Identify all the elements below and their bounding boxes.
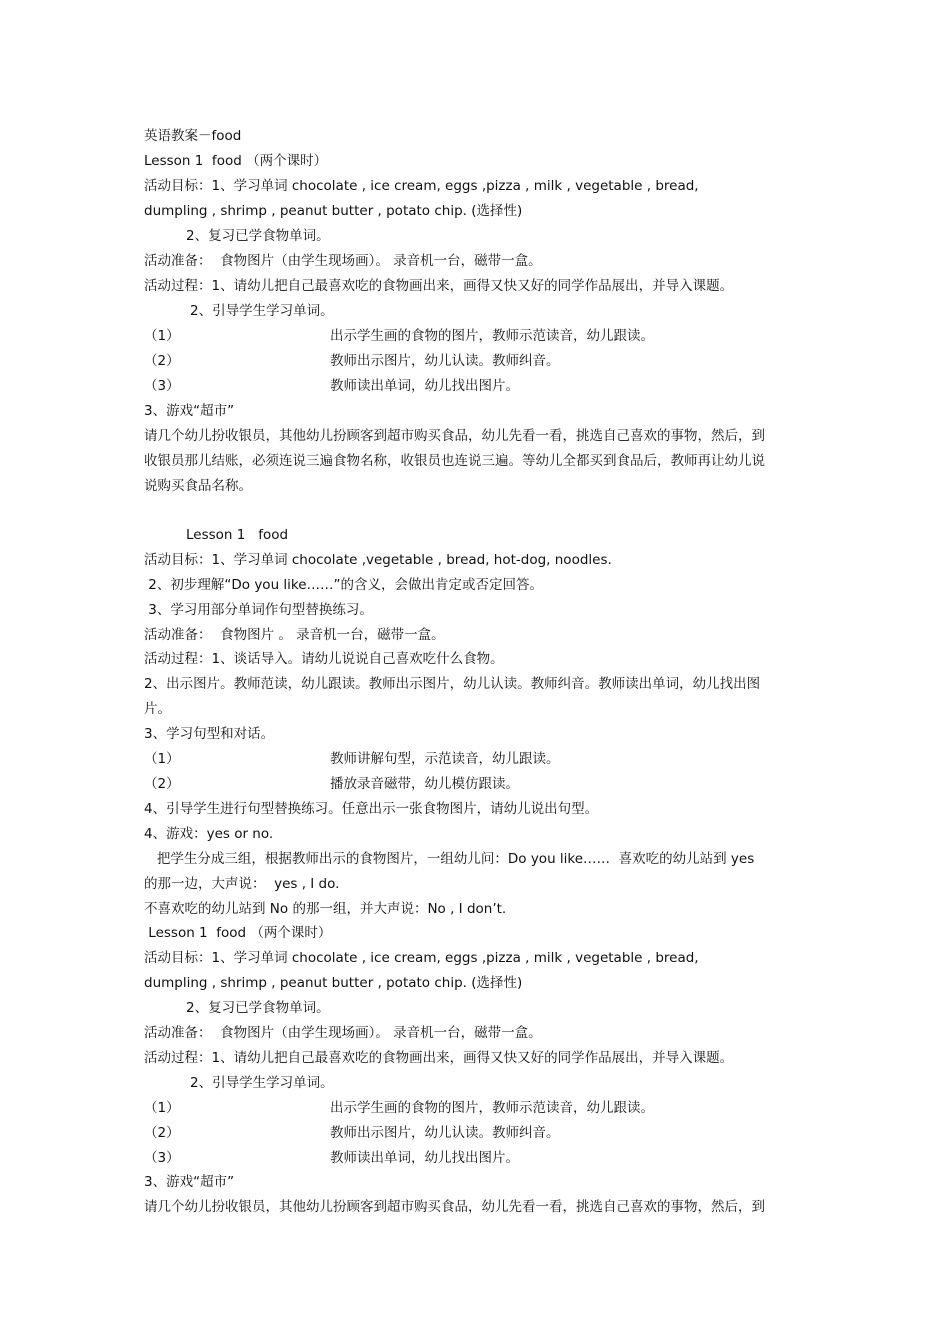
s3-step-num: （3） (144, 1150, 180, 1166)
s2-step-num: （2） (144, 776, 180, 792)
s3-goal-2: 2、复习已学食物单词。 (186, 1000, 330, 1016)
s3-goal-1: 活动目标：1、学习单词 chocolate , ice cream, eggs ,pizza , milk , vegetable , bread, (144, 950, 699, 966)
s2-proc-4: 4、引导学生进行句型替换练习。任意出示一张食物图片，请幼儿说出句型。 (144, 801, 599, 817)
s2-proc-2b: 片。 (144, 701, 171, 717)
s1-step-text: 教师读出单词，幼儿找出图片。 (330, 378, 519, 394)
s2-step-num: （1） (144, 751, 180, 767)
s1-prep: 活动准备： 食物图片（由学生现场画）。 录音机一台，磁带一盒。 (144, 253, 542, 269)
s1-step-text: 教师出示图片，幼儿认读。教师纠音。 (330, 353, 560, 369)
s2-game-line: 不喜欢吃的幼儿站到 No 的那一组，并大声说：No , I don’t. (144, 901, 507, 917)
s3-step-text: 出示学生画的食物的图片，教师示范读音，幼儿跟读。 (330, 1100, 654, 1116)
s2-game-title: 4、游戏：yes or no. (144, 826, 274, 842)
s1-goal-1: 活动目标：1、学习单词 chocolate , ice cream, eggs ,pizza , milk , vegetable , bread, (144, 178, 699, 194)
s1-game-line: 请几个幼儿扮收银员，其他幼儿扮顾客到超市购买食品，幼儿先看一看，挑选自己喜欢的事物，然后，到 (144, 428, 765, 444)
s2-game-line: 把学生分成三组，根据教师出示的食物图片，一组幼儿问：Do you like…… 喜欢吃的幼儿站到 yes (144, 851, 755, 867)
s2-game-line: 的那一边，大声说： yes , I do. (144, 876, 340, 892)
s3-step-text: 教师读出单词，幼儿找出图片。 (330, 1150, 519, 1166)
s3-step-num: （1） (144, 1100, 180, 1116)
section-1-heading: Lesson 1 food （两个课时） (144, 153, 328, 169)
s2-step-text: 教师讲解句型，示范读音，幼儿跟读。 (330, 751, 560, 767)
s3-step-text: 教师出示图片，幼儿认读。教师纠音。 (330, 1125, 560, 1141)
section-3-heading: Lesson 1 food （两个课时） (144, 925, 332, 941)
s2-step-text: 播放录音磁带，幼儿模仿跟读。 (330, 776, 519, 792)
s2-goal-2: 2、初步理解“Do you like……”的含义，会做出肯定或否定回答。 (144, 577, 544, 593)
s3-goal-1b: dumpling , shrimp , peanut butter , potato chip. (选择性) (144, 975, 523, 991)
s1-proc-1: 活动过程：1、请幼儿把自己最喜欢吃的食物画出来，画得又快又好的同学作品展出，并导入课题。 (144, 278, 734, 294)
s2-proc-1: 活动过程：1、谈话导入。请幼儿说说自己喜欢吃什么食物。 (144, 651, 504, 667)
s1-game-line: 说购买食品名称。 (144, 478, 252, 494)
s1-game-line: 收银员那儿结账，必须连说三遍食物名称，收银员也连说三遍。等幼儿全都买到食品后，教师再让幼儿说 (144, 453, 765, 469)
s3-proc-2: 2、引导学生学习单词。 (190, 1075, 334, 1091)
s2-proc-3: 3、学习句型和对话。 (144, 726, 275, 742)
s3-game-line: 请几个幼儿扮收银员，其他幼儿扮顾客到超市购买食品，幼儿先看一看，挑选自己喜欢的事物，然后，到 (144, 1199, 765, 1215)
s2-goal-3: 3、学习用部分单词作句型替换练习。 (144, 602, 373, 618)
s3-prep: 活动准备： 食物图片（由学生现场画）。 录音机一台，磁带一盒。 (144, 1025, 542, 1041)
s1-goal-1b: dumpling , shrimp , peanut butter , potato chip. (选择性) (144, 203, 523, 219)
s1-step-num: （3） (144, 378, 180, 394)
s2-prep: 活动准备： 食物图片 。 录音机一台，磁带一盒。 (144, 627, 445, 643)
s3-game-title: 3、游戏“超市” (144, 1174, 235, 1190)
s1-step-num: （2） (144, 353, 180, 369)
s3-proc-1: 活动过程：1、请幼儿把自己最喜欢吃的食物画出来，画得又快又好的同学作品展出，并导入课题。 (144, 1050, 734, 1066)
s1-step-num: （1） (144, 328, 180, 344)
s3-step-num: （2） (144, 1125, 180, 1141)
s1-proc-2: 2、引导学生学习单词。 (190, 303, 334, 319)
s2-goal-1: 活动目标：1、学习单词 chocolate ,vegetable , bread, hot-dog, noodles. (144, 552, 612, 568)
s2-proc-2a: 2、出示图片。教师范读，幼儿跟读。教师出示图片，幼儿认读。教师纠音。教师读出单词，幼儿找出图 (144, 676, 761, 692)
s1-game-title: 3、游戏“超市” (144, 403, 235, 419)
doc-title: 英语教案－food (144, 128, 242, 144)
section-2-heading: Lesson 1 food (186, 527, 289, 543)
s1-goal-2: 2、复习已学食物单词。 (186, 228, 330, 244)
s1-step-text: 出示学生画的食物的图片，教师示范读音，幼儿跟读。 (330, 328, 654, 344)
